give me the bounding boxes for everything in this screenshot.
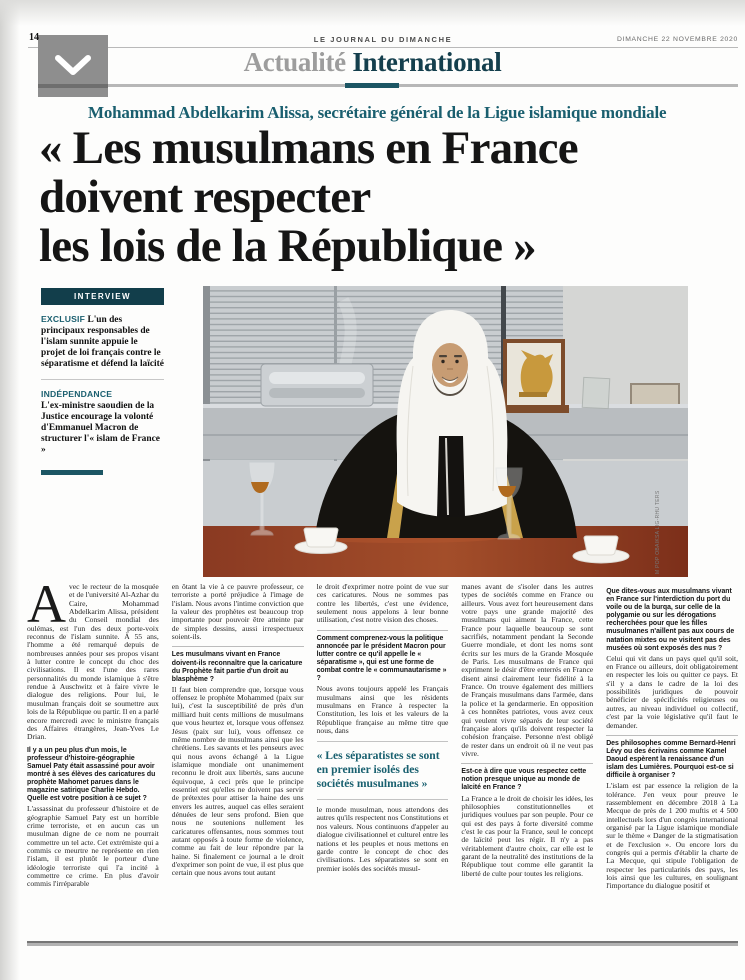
drop-cap: A <box>27 583 66 634</box>
article-body <box>27 583 738 940</box>
interview-question: Il y a un peu plus d'un mois, le professeur d'histoire-géographie Samuel Paty était assassiné pour avoir montré à ses élèves des caricatures du prophète Mahomet parues dans le magazine satirique Charlie Hebdo. Quelle est votre position à ce sujet ? <box>27 746 156 803</box>
headline-line: doivent respecter <box>39 171 371 223</box>
body-column-2 <box>172 583 304 940</box>
sidebar-item-exclusif <box>41 314 164 370</box>
body-column-5 <box>606 583 738 940</box>
body-column-4 <box>461 583 593 940</box>
pull-quote: « Les séparatistes se sont en premier isolés des sociétés musulmanes » <box>317 741 449 800</box>
sidebar-label: INDÉPENDANCE <box>41 389 113 399</box>
article-paragraph: L'assassinat du professeur d'histoire et de géographie Samuel Paty est un horrible crime terroriste, et en aucun cas un musulman digne de ce nom ne pourrait commettre un tel acte. Cet extrémiste qui a commis ce meurtre ne représente en rien l'islam, il est plutôt le porteur d'une idéologie terroriste qui l'a incité à commettre ce crime. En plus d'avoir commis l'irréparable <box>27 804 159 889</box>
interview-badge: INTERVIEW <box>41 288 164 305</box>
article-paragraph: le monde musulman, nous attendons des autres qu'ils respectent nos Constitutions et nos valeurs. Nous continuons d'appeler au dialogue civilisationnel et culturel entre les nations et les peuples et nous mettons en garde contre le concept de choc des civilisations. Les séparatistes se sont en premier isolés des sociétés musul- <box>316 805 449 873</box>
interview-photo <box>203 286 688 577</box>
sidebar-accent-bar <box>41 470 103 475</box>
article-paragraph: Il faut bien comprendre que, lorsque vous offensez le prophète Mohammed (paix sur lui), c'est la susceptibilité de près d'un milliard huit cents millions de musulmans que vous heurtez et, lorsque vous offensez Jésus (paix sur lui), vous offensez ce même nombre de musulmans ainsi que les chrétiens. Les savants et les penseurs avec qui nous avons échangé à la Ligue islamique mondiale ont unanimement reconnu le droit aux libertés, sans aucune équivoque, à ceci près que le principe essentiel est qu'elles ne doivent pas servir de prétextes pour attiser la haine des uns envers les autres, auquel cas elles seraient dénuées de leur sens profond. Bien que nous ne soutenions nullement les caricatures offensantes, nous sommes tout autant opposés à toute forme de violence, comme au fait de leur répondre par la haine. Si finalement ce journal a le droit d'exprimer son point de vue, il est plus que certain que nous avons tout autant <box>171 684 304 878</box>
body-column-1 <box>27 583 159 940</box>
section-heading <box>0 47 745 78</box>
sidebar-label: EXCLUSIF <box>41 314 86 324</box>
article-paragraph: Avec le recteur de la mosquée et de l'université Al-Azhar du Caire, Mohammad Abdelkarim Alissa, président du Conseil mondial des oulémas, est l'un des deux porte-voix reconnus de l'islam sunnite. À 55 ans, l'homme a été remarqué depuis de nombreuses années pour ses propos visant à lutter contre le concept du choc des civilisations. Il est l'une des rares personnalités du monde islamique à s'être rendue à Auschwitz et à faire vivre le dialogue des religions. Pour lui, le musulman français doit se soumettre aux lois de la République ou partir. Il en a parlé encore mercredi avec le ministre français des Affaires étrangères, Jean-Yves Le Drian. <box>27 583 159 742</box>
interview-question: Que dites-vous aux musulmans vivant en France sur l'interdiction du port du voile ou de la burqa, sur celle de la polygamie ou sur les dérogations recherchées pour que les filles musulmanes n'aillent pas aux cours de natation mixtes ou ne visitent pas des musées où sont exposés des nus ? <box>606 588 735 652</box>
section-name-light: Actualité <box>243 47 346 77</box>
interview-question: Les musulmans vivant en France doivent-ils reconnaître que la caricature du Prophète fait partie d'un droit au blasphème ? <box>172 646 304 683</box>
sidebar-text: L'un des principaux responsables de l'islam sunnite appuie le projet de loi français contre le séparatisme et défend la laïcité <box>41 315 164 369</box>
article-paragraph: le droit d'exprimer notre point de vue sur ces caricatures. Nous ne sommes pas contre les libertés, c'est une évidence, seulement nous appelons à leur bonne utilisation, c'est notre vision des choses. <box>316 583 449 625</box>
article-paragraph: Celui qui vit dans un pays quel qu'il soit, en France ou ailleurs, doit obligatoirement en respecter les lois ou quitter ce pays. Et s'il y a dans le cadre de la loi des possibilités juridiques de pouvoir bénéficier de spécificités religieuses ou autres, au niveau individuel ou collectif, c'est par la voie législative qu'il faut le demander. <box>606 653 738 730</box>
article-kicker: Mohammad Abdelkarim Alissa, secrétaire général de la Ligue islamique mondiale <box>88 103 667 122</box>
photo-credit: M POP OBAIKSA LIG-RHU TERS <box>655 490 661 574</box>
article-paragraph: Nous avons toujours appelé les Français musulmans ainsi que les résidents musulmans en France à respecter la Constitution, les lois et les valeurs de la République française au même titre que nous, dans <box>316 684 449 735</box>
photo-illustration <box>203 286 688 577</box>
sidebar-text: L'ex-ministre saoudien de la Justice encourage la volonté d'Emmanuel Macron de structurer l'« islam de France » <box>41 401 160 455</box>
page-header <box>28 30 738 48</box>
chevron-down-icon <box>55 55 91 77</box>
article-paragraph: La France a le droit de choisir les idées, les philosophies constitutionnelles et juridiques voulues par son peuple. Pour ce qui est des pays à forte diversité comme c'est le cas pour la France, seul le concept de laïcité peut les régir. Il n'y a pas véritablement d'autre choix, car elle est le garant de la neutralité des institutions de la République tout comme elle garantit la liberté de culte pour toutes les religions. <box>461 793 594 878</box>
body-column-3 <box>317 583 449 940</box>
article-paragraph: manes avant de s'isoler dans les autres types de sociétés comme en France ou ailleurs. Vous avez fort heureusement dans votre pays une grande majorité des musulmans qui aiment la France, cette France pour laquelle beaucoup se sont sacrifiés, notamment pendant la Seconde Guerre mondiale, et dont les noms sont écrits sur les murs de la Grande Mosquée de Paris. Les musulmans de France qui expriment le désir d'être enterrés en France disent ainsi clairement leur fidélité à la France. On trouve également des milliers de Français musulmans dans l'armée, dans la police et la gendarmerie. En opposition à ces honnêtes patriotes, vous avez ceux qui veulent vivre séparés de leur société française alors qu'ils doivent respecter la cohésion française. Personne n'est obligé de rester dans un endroit où il ne veut pas vivre. <box>461 583 594 758</box>
section-name-dark: International <box>352 47 502 77</box>
edition-date: DIMANCHE 22 NOVEMBRE 2020 <box>617 36 738 43</box>
headline-line: les lois de la République » <box>39 220 536 272</box>
interview-question: Comment comprenez-vous la politique annoncée par le président Macron pour lutter contre ce qu'il appelle le « séparatisme », qui est une forme de combat contre le « communautarisme » ? <box>317 630 449 684</box>
section-rule-accent <box>345 83 399 88</box>
interview-question: Est-ce à dire que vous respectez cette notion presque unique au monde de laïcité en France ? <box>461 763 593 792</box>
sidebar-divider <box>41 379 164 380</box>
page-number: 14 <box>29 32 39 43</box>
article-sidebar <box>41 288 164 475</box>
article-headline <box>39 124 735 271</box>
page-bottom-rule <box>27 941 738 946</box>
sidebar-item-independance <box>41 389 164 456</box>
article-paragraph: L'islam est par essence la religion de la tolérance. J'en veux pour preuve le rassemblement en décembre 2018 à La Mecque de près de 1 200 muftis et 4 500 intellectuels lors d'un congrès international organisé par la Ligue islamique mondiale sur le thème « Danger de la stigmatisation et de l'exclusion ». Ou encore lors du congrès qui a permis d'établir la charte de La Mecque, qui stipule l'obligation de respecter les particularités des pays, les lois ainsi que les cultures, en soulignant l'importance du dialogue positif et <box>606 781 738 891</box>
jdd-logo <box>38 35 108 97</box>
headline-line: « Les musulmans en France <box>39 122 578 174</box>
article-paragraph: en ôtant la vie à ce pauvre professeur, ce terroriste a porté préjudice à l'image de l'islam. Nous avons l'intime conviction que la valeur des prophètes est beaucoup trop importante pour pouvoir être atteinte par de simples dessins, aussi irrespectueux soient-ils. <box>171 583 304 642</box>
interview-question: Des philosophes comme Bernard-Henri Lévy ou des écrivains comme Kamel Daoud espèrent la renaissance d'un islam des Lumières. Pourquoi est-ce si difficile à organiser ? <box>606 735 738 780</box>
masthead-title: LE JOURNAL DU DIMANCHE <box>313 35 453 44</box>
